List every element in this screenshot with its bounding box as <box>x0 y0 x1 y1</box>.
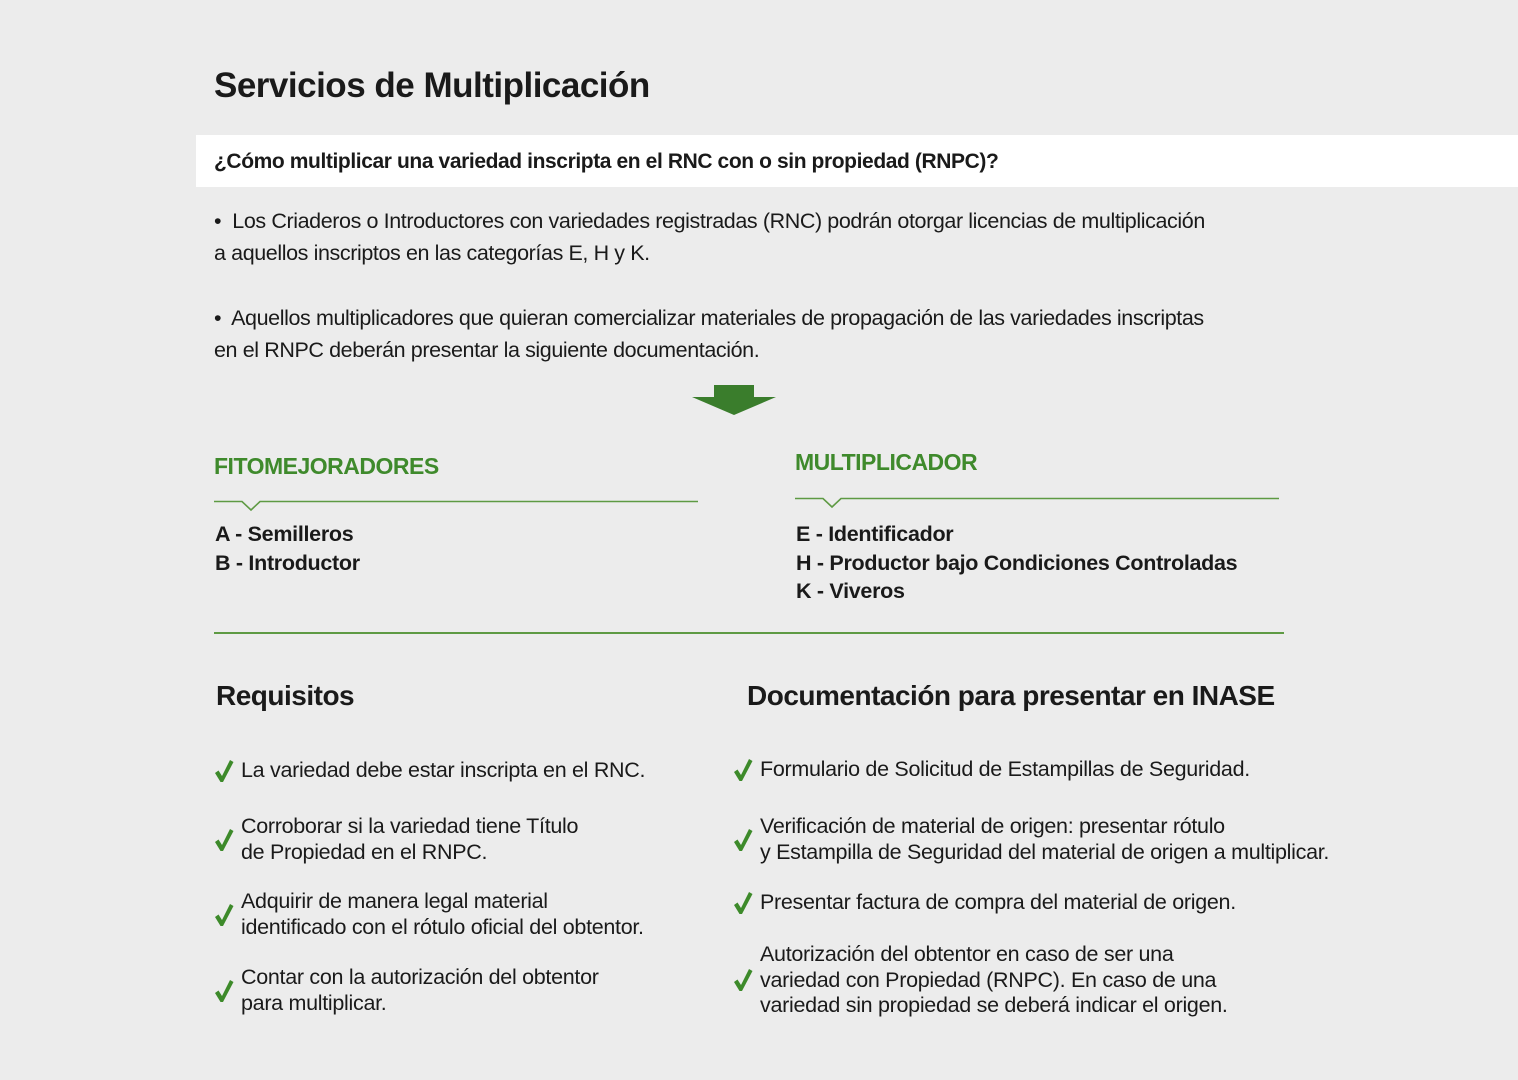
paragraph-line: a aquellos inscriptos en las categorías E, H y K. <box>214 241 650 265</box>
check-text-line: variedad con Propiedad (RNPC). En caso de una <box>760 967 1217 992</box>
check-text-line: Formulario de Solicitud de Estampillas de Seguridad. <box>760 757 1250 781</box>
check-text-line: Corroborar si la variedad tiene Título <box>241 814 579 838</box>
check-text-line: variedad sin propiedad se deberá indicar el origen. <box>760 993 1228 1017</box>
paragraph-documentacion <box>214 302 1314 366</box>
requisito-item <box>214 758 645 784</box>
check-icon <box>214 903 234 927</box>
check-text-line: Verificación de material de origen: presentar rótulo <box>760 814 1225 838</box>
check-text-line: La variedad debe estar inscripta en el RNC. <box>241 758 646 782</box>
documentacion-item <box>733 890 1236 916</box>
check-icon <box>733 828 753 852</box>
documentacion-item <box>733 757 1250 783</box>
fitomejoradores-underline <box>214 496 700 516</box>
check-icon <box>733 758 753 782</box>
bullet: • <box>214 306 222 330</box>
paragraph-line: Los Criaderos o Introductores con variedades registradas (RNC) podrán otorgar licencias de multiplicación <box>232 209 1205 233</box>
check-text-line: Adquirir de manera legal material <box>241 889 548 913</box>
check-text-line: Contar con la autorización del obtentor <box>241 965 599 989</box>
check-icon <box>733 968 753 992</box>
multiplicador-title: MULTIPLICADOR <box>795 449 978 475</box>
page-title: Servicios de Multiplicación <box>214 66 650 105</box>
paragraph-licencias <box>214 205 1314 269</box>
requisitos-title: Requisitos <box>216 680 355 711</box>
check-text-line: para multiplicar. <box>241 990 387 1015</box>
check-text-line: de Propiedad en el RNPC. <box>241 839 488 864</box>
check-icon <box>214 759 234 783</box>
category-item-a: A - Semilleros <box>215 522 354 546</box>
check-text-line: Presentar factura de compra del material de origen. <box>760 890 1236 914</box>
requisito-item <box>214 965 599 1016</box>
category-item-k: K - Viveros <box>796 579 905 603</box>
category-item-e: E - Identificador <box>796 522 954 546</box>
documentacion-item <box>733 814 1329 865</box>
section-divider <box>214 632 1284 634</box>
paragraph-line: en el RNPC deberán presentar la siguiente documentación. <box>214 338 760 362</box>
category-item-b: B - Introductor <box>215 550 360 575</box>
fitomejoradores-list <box>215 520 360 577</box>
documentacion-title: Documentación para presentar en INASE <box>747 680 1275 711</box>
question-banner <box>196 135 1518 187</box>
check-text-line: identificado con el rótulo oficial del obtentor. <box>241 914 644 939</box>
paragraph-line: Aquellos multiplicadores que quieran comercializar materiales de propagación de las variedades inscriptas <box>231 306 1204 330</box>
requisito-item <box>214 814 578 865</box>
down-arrow-icon <box>692 385 776 415</box>
fitomejoradores-title: FITOMEJORADORES <box>214 453 439 479</box>
check-icon <box>214 828 234 852</box>
requisito-item <box>214 889 644 940</box>
multiplicador-underline <box>795 493 1281 513</box>
check-icon <box>733 891 753 915</box>
category-item-h: H - Productor bajo Condiciones Controladas <box>796 550 1238 575</box>
bullet: • <box>214 209 222 233</box>
documentacion-item <box>733 942 1228 1019</box>
multiplicador-list <box>796 520 1237 606</box>
question-text: ¿Cómo multiplicar una variedad inscripta en el RNC con o sin propiedad (RNPC)? <box>214 150 999 173</box>
check-icon <box>214 979 234 1003</box>
check-text-line: y Estampilla de Seguridad del material de origen a multiplicar. <box>760 839 1330 864</box>
check-text-line: Autorización del obtentor en caso de ser una <box>760 942 1174 966</box>
